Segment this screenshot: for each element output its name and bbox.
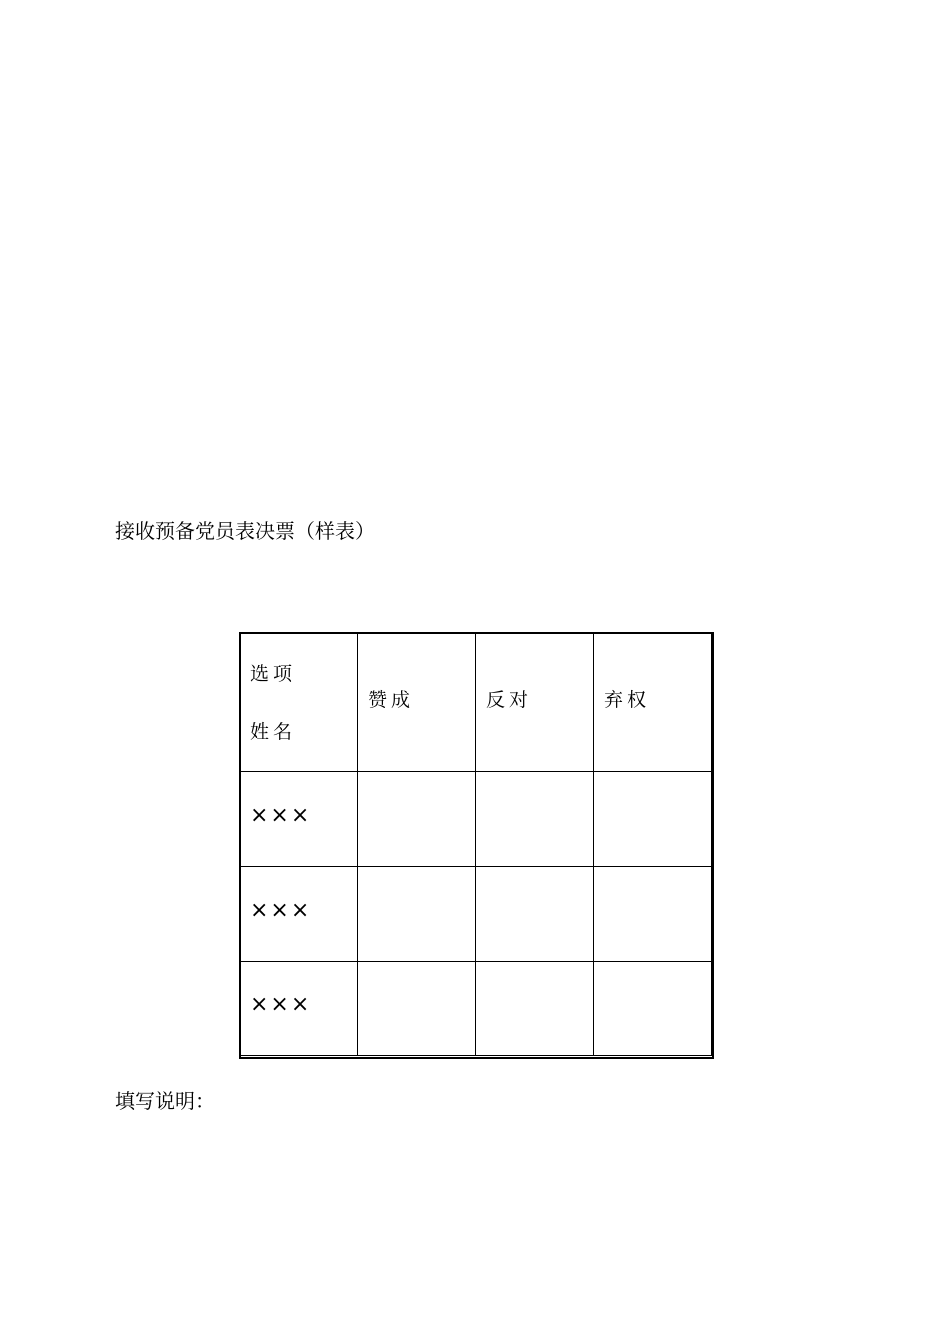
header-corner-cell: [240, 633, 358, 772]
table-row: [240, 772, 712, 867]
table-row: [240, 867, 712, 962]
header-cell-oppose: [476, 633, 594, 772]
vote-table: [239, 632, 712, 1056]
vote-cell-abstain[interactable]: [594, 962, 712, 1056]
header-name-label: 姓名: [250, 721, 297, 743]
vote-cell-abstain[interactable]: [594, 867, 712, 962]
header-cell-abstain: [594, 633, 712, 772]
vote-cell-approve[interactable]: [358, 772, 476, 867]
name-cell: [240, 867, 358, 962]
vote-cell-approve[interactable]: [358, 962, 476, 1056]
instructions-label: 填写说明：: [115, 1089, 215, 1113]
header-options-label: 选项: [250, 663, 297, 685]
candidate-name: ×××: [250, 992, 312, 1017]
table-header-row: [240, 633, 712, 772]
header-cell-approve: [358, 633, 476, 772]
name-cell: [240, 962, 358, 1056]
vote-cell-abstain[interactable]: [594, 772, 712, 867]
candidate-name: ×××: [250, 897, 312, 923]
candidate-name: ×××: [250, 802, 312, 828]
column-header-approve: 赞成: [368, 688, 415, 711]
name-cell: [240, 772, 358, 867]
document-title: 接收预备党员表决票（样表）: [115, 519, 375, 543]
column-header-oppose: 反对: [486, 688, 533, 711]
vote-cell-oppose[interactable]: [476, 772, 594, 867]
column-header-abstain: 弃权: [604, 688, 651, 711]
vote-cell-approve[interactable]: [358, 867, 476, 962]
vote-cell-oppose[interactable]: [476, 867, 594, 962]
vote-cell-oppose[interactable]: [476, 962, 594, 1056]
table-row: [240, 962, 712, 1056]
